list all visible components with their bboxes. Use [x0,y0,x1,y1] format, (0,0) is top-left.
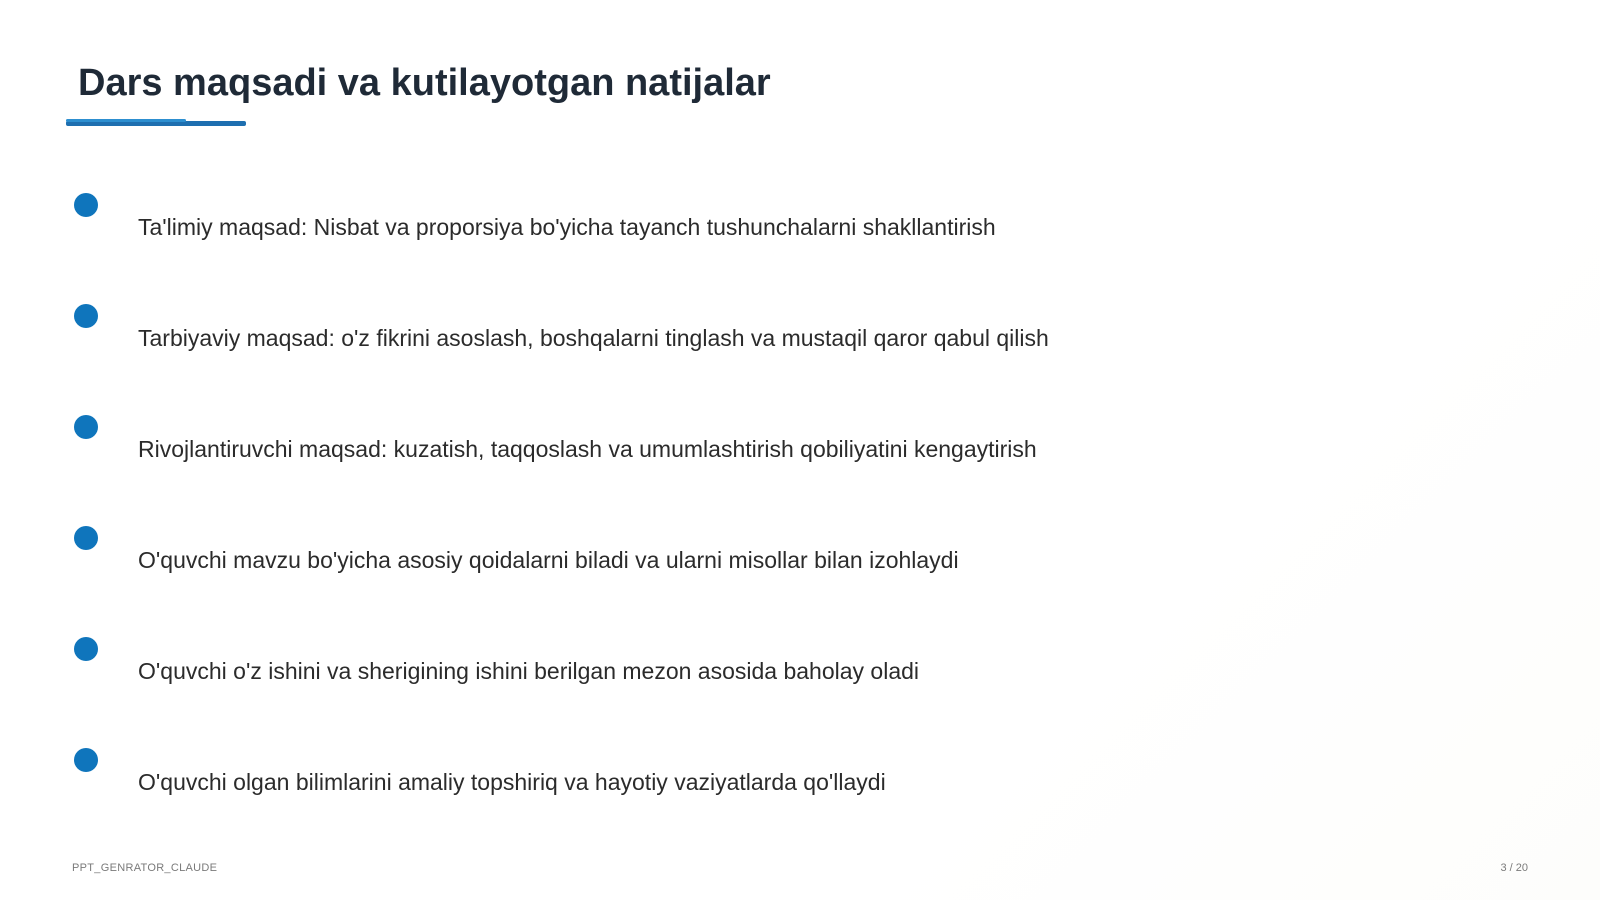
bullet-dot-icon [74,748,98,772]
bullet-item [0,190,1600,250]
bullet-dot-icon [74,526,98,550]
bullet-dot-icon [74,304,98,328]
bullet-dot-icon [74,193,98,217]
bullet-dot-icon [74,415,98,439]
bullet-text: Rivojlantiruvchi maqsad: kuzatish, taqqoslash va umumlashtirish qobiliyatini kengaytirish [138,436,1037,462]
bullet-item [0,523,1600,583]
bullet-item [0,634,1600,694]
page-number: 3 / 20 [1500,862,1528,874]
bullet-item [0,301,1600,361]
bullet-text: Ta'limiy maqsad: Nisbat va proporsiya bo'yicha tayanch tushunchalarni shakllantirish [138,214,996,240]
bullet-text: O'quvchi o'z ishini va sherigining ishini berilgan mezon asosida baholay oladi [138,658,920,684]
footer-label: PPT_GENRATOR_CLAUDE [72,862,218,874]
bullet-text: Tarbiyaviy maqsad: o'z fikrini asoslash, boshqalarni tinglash va mustaqil qaror qabul qilish [138,325,1049,351]
bullet-text: O'quvchi mavzu bo'yicha asosiy qoidalarni biladi va ularni misollar bilan izohlaydi [138,547,959,573]
bullet-item [0,745,1600,805]
bullet-text: O'quvchi olgan bilimlarini amaliy topshiriq va hayotiy vaziyatlarda qo'llaydi [138,769,886,795]
bullet-item [0,412,1600,472]
slide-title: Dars maqsadi va kutilayotgan natijalar [78,62,771,104]
bullet-dot-icon [74,637,98,661]
